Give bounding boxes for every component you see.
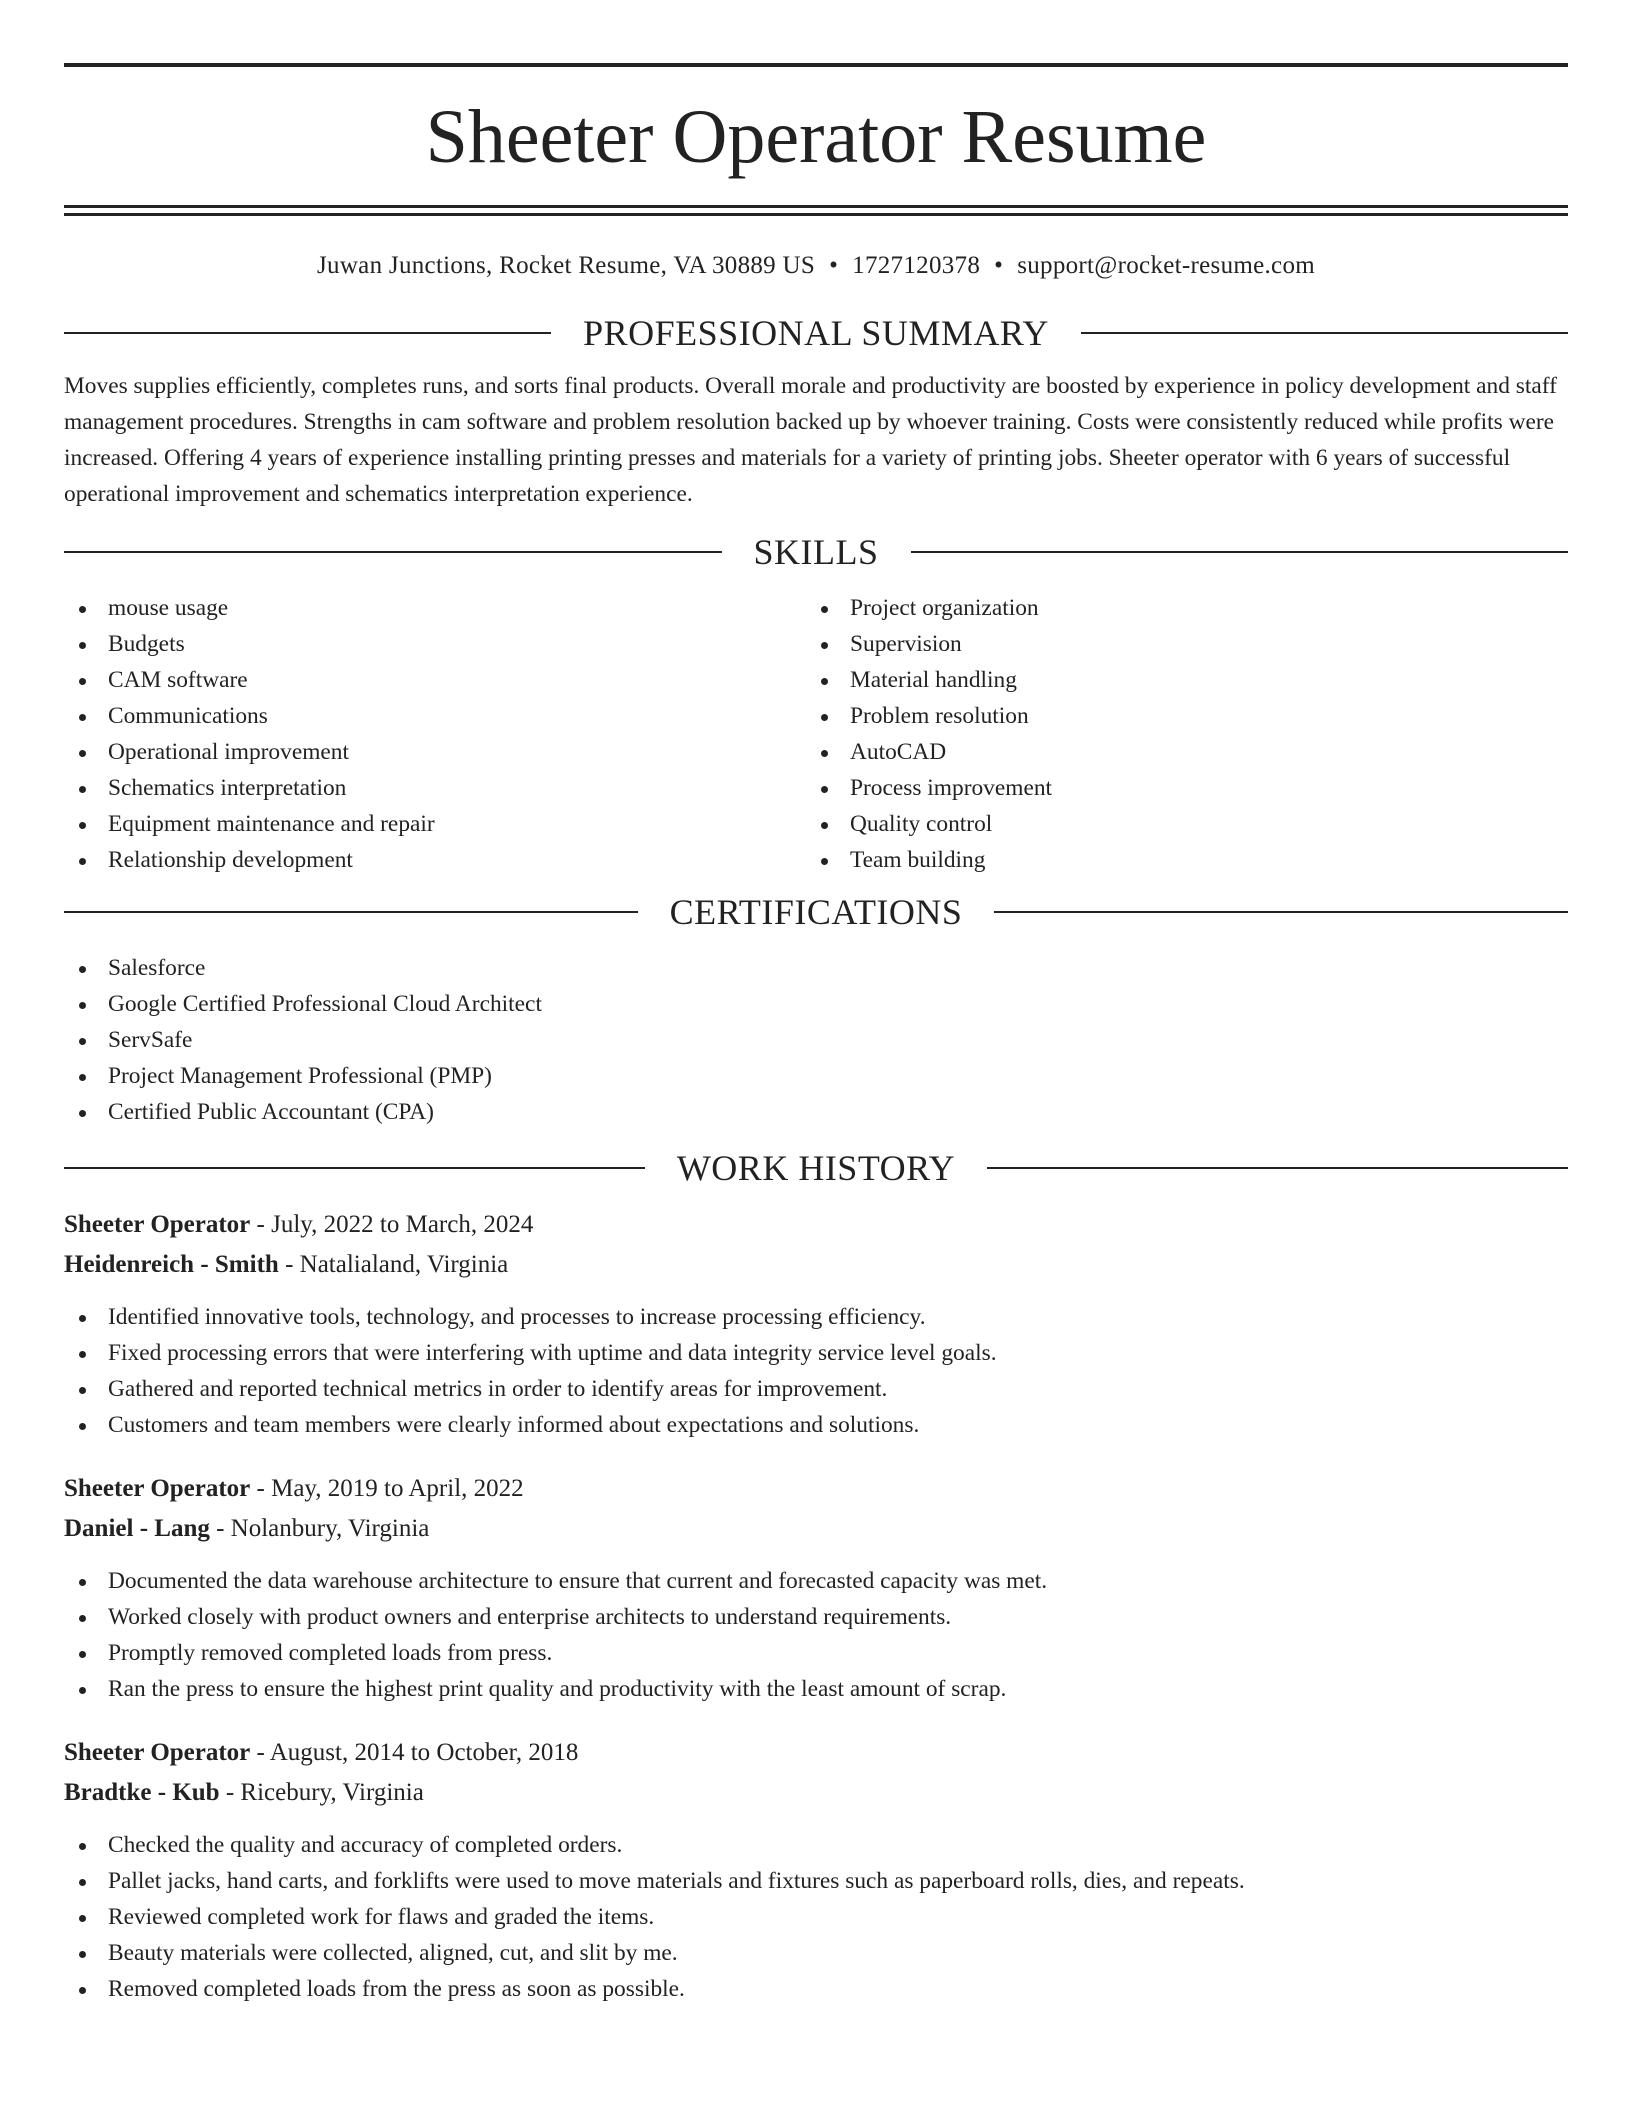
job-title-line [64,1469,1568,1509]
job-role: Sheeter Operator [64,1211,251,1238]
skills-list-left [64,590,806,878]
certification-item: ServSafe [64,1022,1568,1058]
skill-item: Problem resolution [806,698,1548,734]
work-history-heading-label: WORK HISTORY [676,1148,956,1188]
heading-rule [64,1167,645,1169]
contact-separator: • [994,252,1004,279]
job-entry [64,1733,1568,2007]
certifications-list [64,950,1568,1130]
skill-item: Schematics interpretation [64,770,806,806]
skills-column-left [64,590,806,878]
skill-item: Quality control [806,806,1548,842]
certifications-heading-label: CERTIFICATIONS [669,892,963,932]
skills-list-right [806,590,1548,878]
job-company-line [64,1245,1568,1285]
heading-rule [911,551,1569,553]
job-location: - Ricebury, Virginia [219,1779,424,1806]
contact-address: Juwan Junctions, Rocket Resume, VA 30889 US [316,252,816,279]
job-role: Sheeter Operator [64,1475,251,1502]
job-bullet: Pallet jacks, hand carts, and forklifts were used to move materials and fixtures such as paperboard rolls, dies, and repeats. [64,1863,1568,1899]
heading-rule [1081,332,1568,334]
heading-rule [64,551,722,553]
job-title-line [64,1205,1568,1245]
skill-item: Budgets [64,626,806,662]
skills-heading-label: SKILLS [753,532,879,572]
job-role: Sheeter Operator [64,1739,251,1766]
job-bullet: Promptly removed completed loads from press. [64,1635,1568,1671]
job-bullet: Ran the press to ensure the highest print quality and productivity with the least amount of scrap. [64,1671,1568,1707]
skill-item: Relationship development [64,842,806,878]
skills-heading [64,532,1568,572]
job-location: - Nolanbury, Virginia [209,1515,430,1542]
job-location: - Natalialand, Virginia [278,1251,509,1278]
job-bullets [64,1827,1568,2007]
job-bullet: Documented the data warehouse architecture to ensure that current and forecasted capacity was met. [64,1563,1568,1599]
skill-item: AutoCAD [806,734,1548,770]
job-bullet: Worked closely with product owners and enterprise architects to understand requirements. [64,1599,1568,1635]
job-bullets [64,1299,1568,1443]
skill-item: Communications [64,698,806,734]
contact-line [64,249,1568,283]
heading-rule [987,1167,1568,1169]
skill-item: Process improvement [806,770,1548,806]
job-title-line [64,1733,1568,1773]
contact-email: support@rocket-resume.com [1017,252,1315,279]
job-entry [64,1469,1568,1707]
heading-rule [994,911,1568,913]
title-double-rule [64,205,1568,216]
certifications-heading [64,892,1568,932]
job-company-line [64,1509,1568,1549]
job-dates: - May, 2019 to April, 2022 [250,1475,524,1502]
job-dates: - July, 2022 to March, 2024 [250,1211,534,1238]
skill-item: Material handling [806,662,1548,698]
job-entry [64,1205,1568,1443]
job-company-line [64,1773,1568,1813]
work-history-heading [64,1148,1568,1188]
certification-item: Salesforce [64,950,1568,986]
summary-heading [64,313,1568,353]
job-bullets [64,1563,1568,1707]
certification-item: Certified Public Accountant (CPA) [64,1094,1568,1130]
job-bullet: Fixed processing errors that were interfering with uptime and data integrity service level goals. [64,1335,1568,1371]
job-company: Bradtke - Kub [64,1779,220,1806]
summary-heading-label: PROFESSIONAL SUMMARY [583,313,1049,353]
skills-column-right [806,590,1548,878]
skill-item: Supervision [806,626,1548,662]
job-bullet: Gathered and reported technical metrics in order to identify areas for improvement. [64,1371,1568,1407]
certification-item: Google Certified Professional Cloud Architect [64,986,1568,1022]
title-block [64,0,1568,216]
skill-item: Project organization [806,590,1548,626]
job-company: Daniel - Lang [64,1515,210,1542]
skill-item: Equipment maintenance and repair [64,806,806,842]
contact-separator: • [829,252,839,279]
skills-grid [64,590,1568,878]
skill-item: Team building [806,842,1548,878]
job-dates: - August, 2014 to October, 2018 [250,1739,579,1766]
job-company: Heidenreich - Smith [64,1251,279,1278]
job-bullet: Beauty materials were collected, aligned, cut, and slit by me. [64,1935,1568,1971]
skill-item: CAM software [64,662,806,698]
job-bullet: Reviewed completed work for flaws and graded the items. [64,1899,1568,1935]
skill-item: Operational improvement [64,734,806,770]
job-bullet: Removed completed loads from the press as soon as possible. [64,1971,1568,2007]
job-bullet: Identified innovative tools, technology, and processes to increase processing efficiency. [64,1299,1568,1335]
resume-title: Sheeter Operator Resume [425,95,1207,179]
contact-phone: 1727120378 [852,252,981,279]
heading-rule [64,911,638,913]
certification-item: Project Management Professional (PMP) [64,1058,1568,1094]
job-bullet: Customers and team members were clearly informed about expectations and solutions. [64,1407,1568,1443]
summary-text: Moves supplies efficiently, completes runs, and sorts final products. Overall morale and productivity are boosted by experience in policy development and staff management procedures. Strengths in cam software and problem resolution backed up by whoever training. Costs were consistently reduced while profits were increased. Offering 4 years of experience installing printing presses and materials for a variety of printing jobs. Sheeter operator with 6 years of successful operational improvement and schematics interpretation experience. [64,373,1557,507]
job-bullet: Checked the quality and accuracy of completed orders. [64,1827,1568,1863]
skill-item: mouse usage [64,590,806,626]
heading-rule [64,332,551,334]
